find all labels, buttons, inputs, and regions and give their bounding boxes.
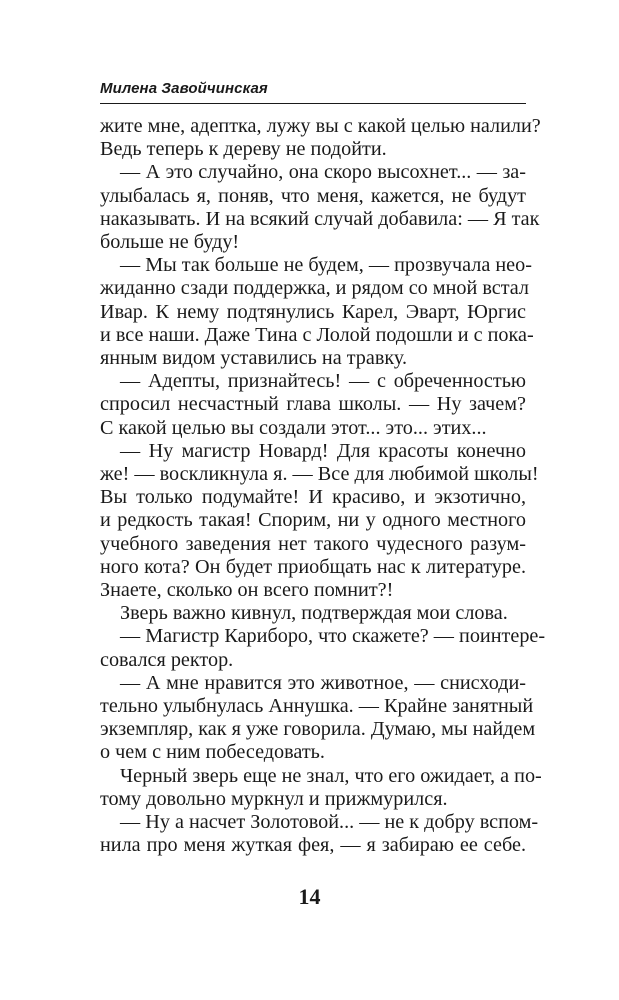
text-line: тельно улыбнулась Аннушка. — Крайне занятный [100,695,534,718]
text-line: и редкость такая! Спорим, ни у одного местного [100,509,526,532]
text-line: ного кота? Он будет приобщать нас к литературе. [100,555,526,578]
text-line: тому довольно муркнул и прижмурился. [100,787,448,810]
text-line: улыбалась я, поняв, что меня, кажется, не будут [100,184,526,207]
text-line: — Ну магистр Новард! Для красоты конечно [120,439,526,462]
text-line: учебного заведения нет такого чудесного разум- [100,532,526,555]
text-line: Ивар. К нему подтянулись Карел, Эварт, Юргис [100,300,526,323]
text-line: совался ректор. [100,648,234,671]
page-number: 14 [298,884,321,909]
text-line: Вы только подумайте! И красиво, и экзотично, [100,486,526,509]
text-line: и все наши. Даже Тина с Лолой подошли и с пока- [100,323,534,346]
text-line: — Магистр Кариборо, что скажете? — поинтере- [120,625,546,648]
text-line: — Ну а насчет Золотовой... — не к добру вспом- [120,811,539,834]
text-line: спросил несчастный глава школы. — Ну зачем? [100,393,526,416]
text-line: Зверь важно кивнул, подтверждая мои слова. [120,602,508,625]
text-line: жите мне, адептка, лужу вы с какой целью налили? [100,115,541,137]
text-line: о чем с ним побеседовать. [100,741,325,764]
text-line: наказывать. И на всякий случай добавила: — Я так [100,207,540,230]
body-text [100,115,546,858]
text-line: жиданно сзади поддержка, и рядом со мной встал [100,277,529,300]
text-line: — Адепты, признайтесь! — с обреченностью [120,370,526,393]
text-line: же! — воскликнула я. — Все для любимой школы! [100,463,539,486]
text-line: С какой целью вы создали этот... это... этих... [100,416,487,439]
text-line: — А мне нравится это животное, — снисходи- [120,671,526,694]
text-line: янным видом уставились на травку. [100,347,408,370]
text-line: — Мы так больше не будем, — прозвучала нео- [120,254,532,277]
header-rule [100,103,526,104]
running-header-author: Милена Завойчинская [100,80,268,97]
text-line: — А это случайно, она скоро высохнет... — за- [120,161,526,184]
text-line: Черный зверь еще не знал, что его ожидает, а по- [120,764,542,787]
text-line: Знаете, сколько он всего помнит?! [100,579,394,602]
text-line: Ведь теперь к дереву не подойти. [100,138,387,161]
text-line: нила про меня жуткая фея, — я забираю ее себе. [100,834,526,857]
text-line: больше не буду! [100,231,240,254]
text-line: экземпляр, как я уже говорила. Думаю, мы найдем [100,718,536,741]
